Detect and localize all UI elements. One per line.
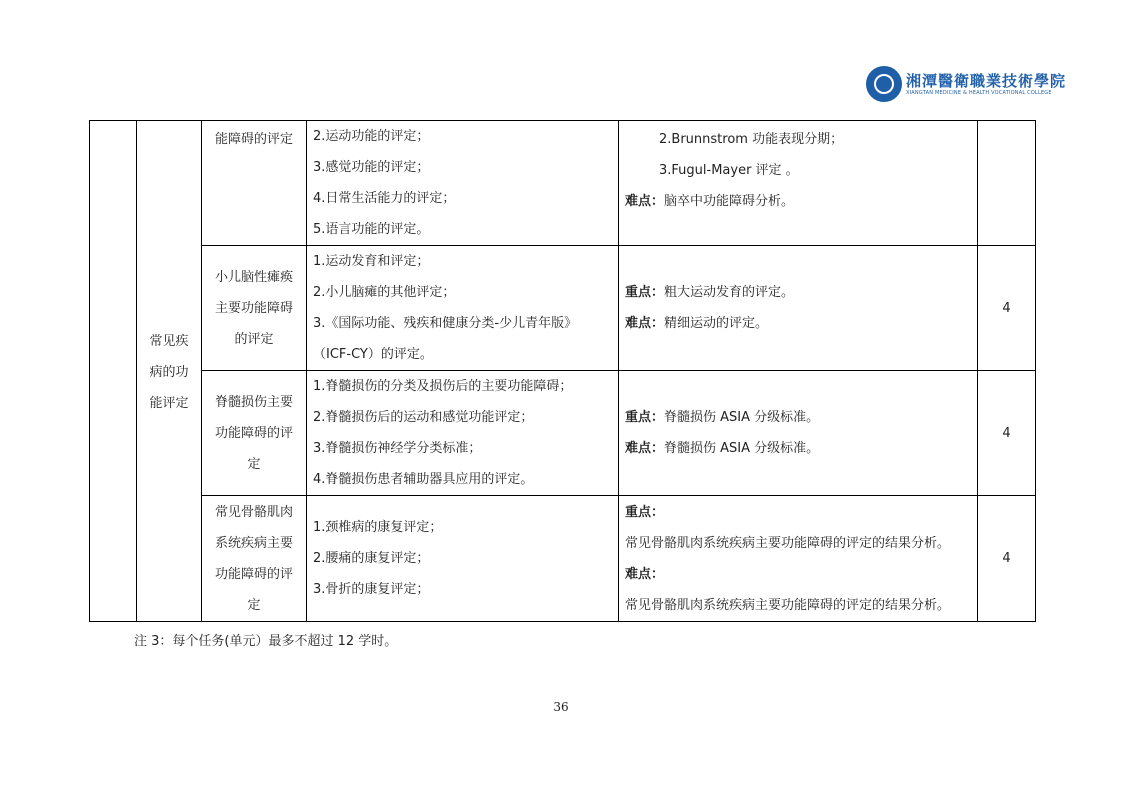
content-cell: 2.运动功能的评定； 3.感觉功能的评定； 4.日常生活能力的评定； 5.语言功能的评定。 (307, 121, 619, 246)
college-name: 湘潭醫衛職業技術學院 (906, 72, 1067, 90)
hours-cell: 4 (978, 246, 1036, 371)
table-footnote: 注 3：每个任务(单元）最多不超过 12 学时。 (134, 634, 398, 649)
table-row (90, 371, 1036, 496)
content-cell: 1.脊髓损伤的分类及损伤后的主要功能障碍； 2.脊髓损伤后的运动和感觉功能评定； 3.脊髓损伤神经学分类标准； 4.脊髓损伤患者辅助器具应用的评定。 (307, 371, 619, 496)
hours-cell (978, 121, 1036, 246)
hours-cell: 4 (978, 371, 1036, 496)
key-points-cell: 重点：脊髓损伤 ASIA 分级标准。 难点：脊髓损伤 ASIA 分级标准。 (619, 371, 978, 496)
content-cell: 1.颈椎病的康复评定； 2.腰痛的康复评定； 3.骨折的康复评定； (307, 496, 619, 622)
task-cell: 常见骨骼肌肉 系统疾病主要 功能障碍的评 定 (202, 496, 307, 622)
college-logo (866, 66, 1067, 102)
table-row (90, 496, 1036, 622)
key-points-cell: 2.Brunnstrom 功能表现分期； 3.Fugul-Mayer 评定 。 难点：脑卒中功能障碍分析。 (619, 121, 978, 246)
table-row (90, 121, 1036, 246)
task-cell: 能障碍的评定 (202, 121, 307, 246)
key-points-cell: 重点： 常见骨骼肌肉系统疾病主要功能障碍的评定的结果分析。 难点： 常见骨骼肌肉系统疾病主要功能障碍的评定的结果分析。 (619, 496, 978, 622)
page-number: 36 (553, 700, 569, 714)
hours-cell: 4 (978, 496, 1036, 622)
table-row (90, 246, 1036, 371)
module-cell (90, 121, 137, 622)
key-points-cell: 重点：粗大运动发育的评定。 难点：精细运动的评定。 (619, 246, 978, 371)
task-cell: 小儿脑性瘫痪 主要功能障碍 的评定 (202, 246, 307, 371)
content-cell: 1.运动发育和评定； 2.小儿脑瘫的其他评定； 3.《国际功能、残疾和健康分类-少儿青年版》 （ICF-CY）的评定。 (307, 246, 619, 371)
college-emblem-icon (866, 66, 902, 102)
course-content-table (89, 120, 1036, 622)
college-english-name: XIANGTAN MEDICINE & HEALTH VOCATIONAL COLLEGE (906, 90, 1052, 96)
unit-title-cell: 常见疾 病的功 能评定 (137, 121, 202, 622)
task-cell: 脊髓损伤主要 功能障碍的评 定 (202, 371, 307, 496)
